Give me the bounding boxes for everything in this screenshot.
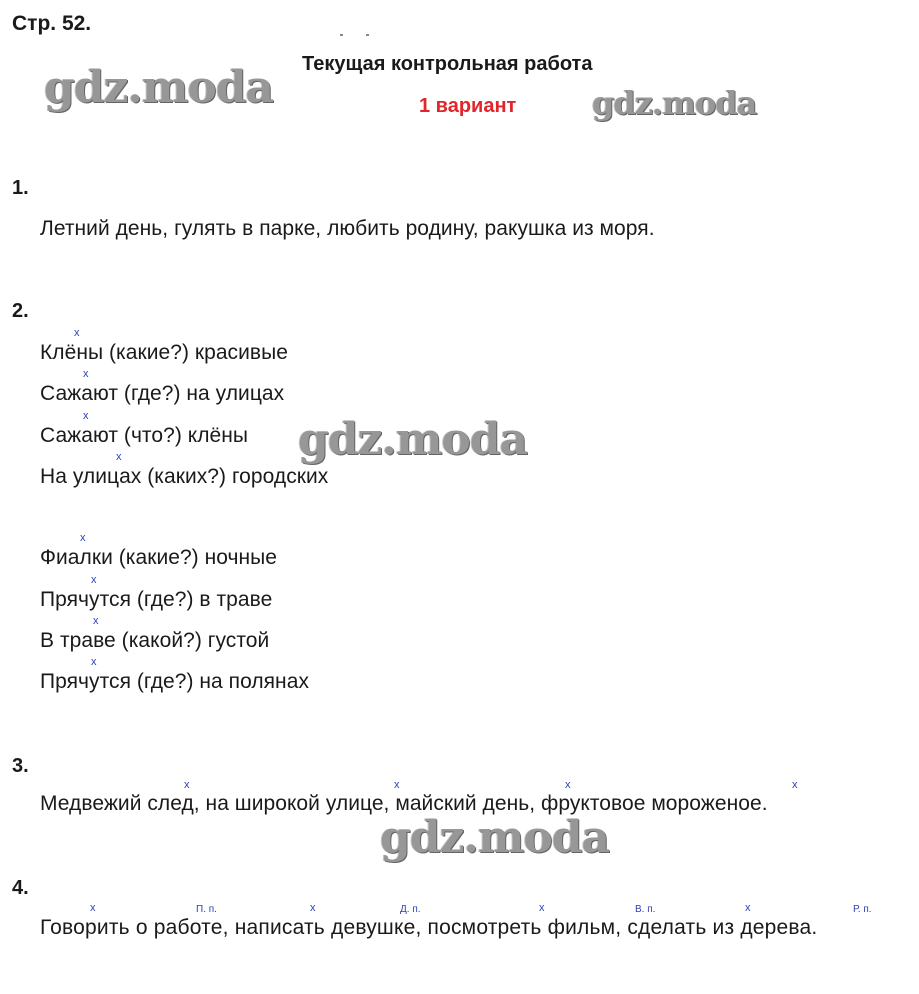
- phrase-line: Клёны (какие?) красивые: [40, 341, 288, 364]
- task-number: 1.: [12, 177, 29, 199]
- main-word-mark: x: [83, 368, 89, 380]
- main-word-mark: x: [93, 615, 99, 627]
- scan-dot: [340, 34, 343, 36]
- phrase-line: Прячутся (где?) в траве: [40, 588, 273, 611]
- task-number: 4.: [12, 877, 29, 899]
- case-label: В. п.: [635, 904, 656, 915]
- main-word-mark: x: [116, 451, 122, 463]
- case-label: П. п.: [196, 904, 217, 915]
- main-word-mark: x: [74, 327, 80, 339]
- task-number: 2.: [12, 300, 29, 322]
- main-word-mark: x: [91, 656, 97, 668]
- page-label: Стр. 52.: [12, 12, 92, 35]
- watermark-logo: gdz.moda: [298, 414, 528, 465]
- task-answer-line: Говорить о работе, написать девушке, посмотреть фильм, сделать из дерева.: [40, 916, 818, 939]
- phrase-line: Сажают (где?) на улицах: [40, 382, 285, 405]
- main-word-mark: x: [792, 779, 798, 791]
- main-word-mark: x: [745, 902, 751, 914]
- phrase-line: Прячутся (где?) на полянах: [40, 670, 309, 693]
- main-word-mark: x: [90, 902, 96, 914]
- phrase-line: На улицах (каких?) городских: [40, 465, 329, 488]
- watermark-logo: gdz.moda: [592, 84, 757, 122]
- main-word-mark: x: [80, 532, 86, 544]
- main-word-mark: x: [91, 574, 97, 586]
- main-word-mark: x: [310, 902, 316, 914]
- watermark-logo: gdz.moda: [44, 62, 274, 113]
- phrase-line: В траве (какой?) густой: [40, 629, 270, 652]
- task-answer-line: Медвежий след, на широкой улице, майский день, фруктовое мороженое.: [40, 792, 768, 815]
- main-word-mark: x: [184, 779, 190, 791]
- main-word-mark: x: [394, 779, 400, 791]
- phrase-line: Сажают (что?) клёны: [40, 424, 249, 447]
- main-word-mark: x: [83, 410, 89, 422]
- page-title: Текущая контрольная работа: [302, 53, 593, 75]
- main-word-mark: x: [539, 902, 545, 914]
- phrase-line: Фиалки (какие?) ночные: [40, 546, 278, 569]
- variant-label: 1 вариант: [419, 95, 517, 117]
- case-label: Д. п.: [400, 904, 421, 915]
- case-label: Р. п.: [853, 904, 872, 915]
- main-word-mark: x: [565, 779, 571, 791]
- task-answer-line: Летний день, гулять в парке, любить родину, ракушка из моря.: [40, 217, 655, 240]
- scan-dot: [366, 34, 369, 36]
- task-number: 3.: [12, 755, 29, 777]
- watermark-logo: gdz.moda: [380, 812, 610, 863]
